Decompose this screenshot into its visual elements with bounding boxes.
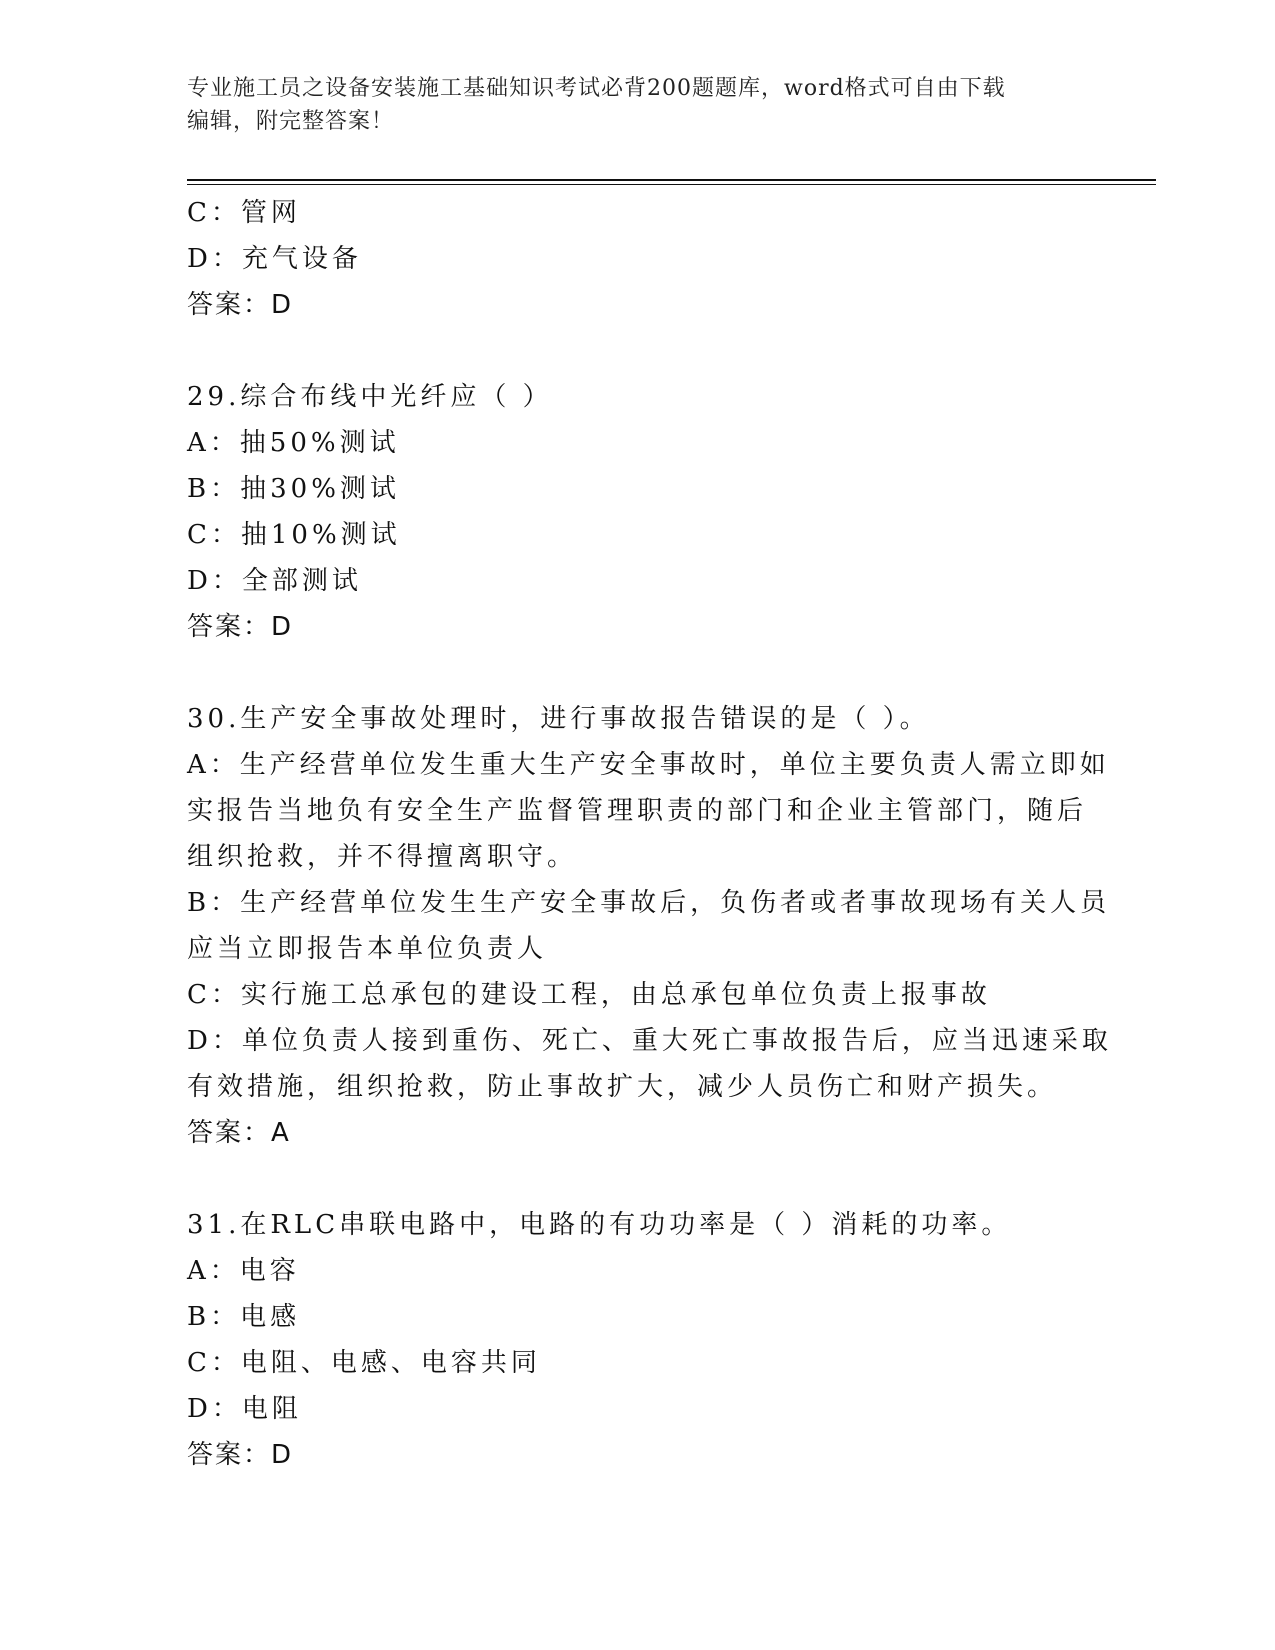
question-text: 31.在RLC串联电路中，电路的有功功率是（ ）消耗的功率。 bbox=[187, 1210, 1012, 1240]
option-b: B：抽30%测试 bbox=[187, 474, 400, 504]
option-d: D：电阻 bbox=[187, 1394, 302, 1424]
option-d-line-2: 有效措施，组织抢救，防止事故扩大，减少人员伤亡和财产损失。 bbox=[187, 1072, 1058, 1102]
spacer bbox=[187, 650, 1087, 696]
question-text: 29.综合布线中光纤应（ ） bbox=[187, 382, 553, 412]
option-d-line-1: D：单位负责人接到重伤、死亡、重大死亡事故报告后，应当迅速采取 bbox=[187, 1026, 1112, 1056]
answer: 答案：D bbox=[187, 1440, 294, 1470]
question-29 bbox=[187, 374, 1087, 650]
option-a-line-2: 实报告当地负有安全生产监督管理职责的部门和企业主管部门，随后 bbox=[187, 796, 1088, 826]
question-30 bbox=[187, 696, 1112, 1156]
option-a-line-3: 组织抢救，并不得擅离职守。 bbox=[187, 842, 578, 872]
option-a: A：抽50%测试 bbox=[187, 428, 400, 458]
question-28 bbox=[187, 190, 1087, 328]
header-line-2: 编辑，附完整答案！ bbox=[187, 109, 395, 134]
header-line-1: 专业施工员之设备安装施工基础知识考试必背200题题库，word格式可自由下载 bbox=[187, 76, 1006, 101]
option-b: B：电感 bbox=[187, 1302, 301, 1332]
option-a-line-1: A：生产经营单位发生重大生产安全事故时，单位主要负责人需立即如 bbox=[187, 750, 1110, 780]
option-d: D：全部测试 bbox=[187, 566, 362, 596]
option-c: C：电阻、电感、电容共同 bbox=[187, 1348, 541, 1378]
option-d: D：充气设备 bbox=[187, 244, 362, 274]
option-b-line-1: B：生产经营单位发生生产安全事故后，负伤者或者事故现场有关人员 bbox=[187, 888, 1111, 918]
option-b-line-2: 应当立即报告本单位负责人 bbox=[187, 934, 548, 964]
question-text: 30.生产安全事故处理时，进行事故报告错误的是（ ）。 bbox=[187, 704, 930, 734]
question-31 bbox=[187, 1202, 1087, 1478]
spacer bbox=[187, 328, 1087, 374]
header-rule-thin bbox=[187, 184, 1156, 185]
option-a: A：电容 bbox=[187, 1256, 300, 1286]
option-c: C：管网 bbox=[187, 198, 301, 228]
option-c: C：抽10%测试 bbox=[187, 520, 401, 550]
answer: 答案：D bbox=[187, 612, 294, 642]
answer: 答案：A bbox=[187, 1118, 291, 1148]
header-rule-thick bbox=[187, 179, 1156, 181]
question-list bbox=[187, 190, 1112, 1478]
spacer bbox=[187, 1156, 1087, 1202]
answer: 答案：D bbox=[187, 290, 294, 320]
option-c: C：实行施工总承包的建设工程，由总承包单位负责上报事故 bbox=[187, 980, 991, 1010]
document-header bbox=[187, 72, 1087, 138]
